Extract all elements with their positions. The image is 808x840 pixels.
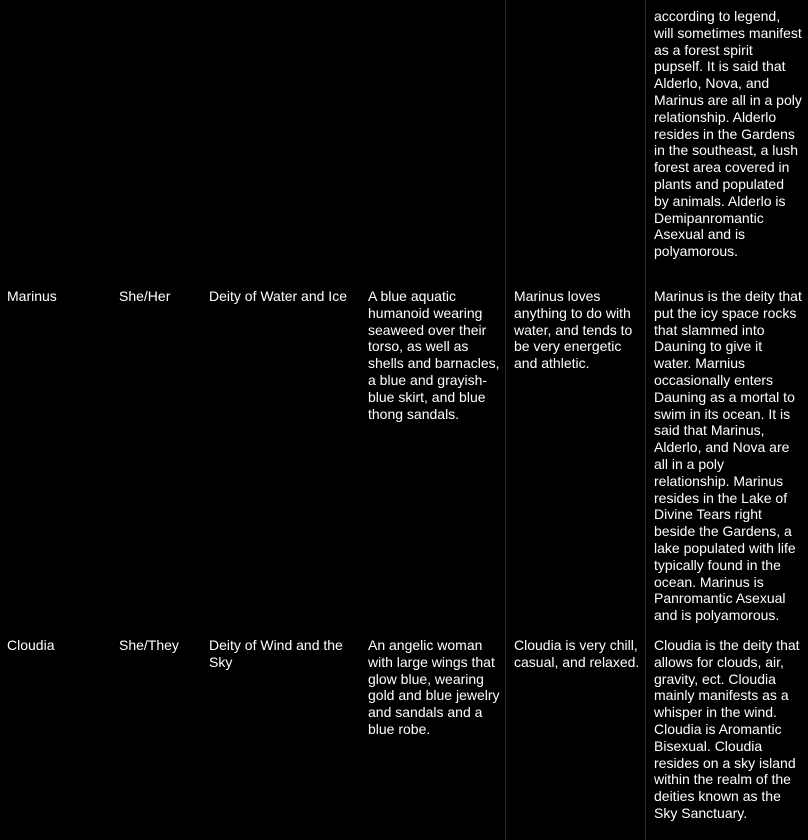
description-cell: Marinus is the deity that put the icy space rocks that slammed into Dauning to give it water. Marnius occasionally enters Dauning as a mortal to swim in its ocean. It is said that Marinus, Alderlo, and Nova are all in a poly relationship. Marinus resides in the Lake of Divine Tears right beside the Gardens, a lake populated with life typically found in the ocean. Marinus is Panromantic Asexual and is polyamorous. [654,288,802,624]
title-cell: Deity of Wind and the Sky [209,637,343,670]
column-divider [505,0,506,840]
appearance-cell: A blue aquatic humanoid wearing seaweed over their torso, as well as shells and barnacles, a blue and grayish-blue skirt, and blue thong sandals. [368,288,500,422]
personality-cell: Marinus loves anything to do with water, and tends to be very energetic and athletic. [514,288,633,372]
description-cell: Cloudia is the deity that allows for clouds, air, gravity, ect. Cloudia mainly manifests as a whisper in the wind. Cloudia is Aromantic Bisexual. Cloudia resides on a sky island within the realm of the deities known as the Sky Sanctuary. [654,637,800,821]
pronouns-cell: She/Her [119,288,171,304]
column-divider [645,0,646,840]
title-cell: Deity of Water and Ice [209,288,347,304]
name-cell: Cloudia [7,637,55,653]
appearance-cell: An angelic woman with large wings that glow blue, wearing gold and blue jewelry and sandals and a blue robe. [368,637,500,737]
personality-cell: Cloudia is very chill, casual, and relaxed. [514,637,640,670]
name-cell: Marinus [7,288,57,304]
pronouns-cell: She/They [119,637,179,653]
description-cell: according to legend, will sometimes manifest as a forest spirit pupself. It is said that Alderlo, Nova, and Marinus are all in a poly relationship. Alderlo resides in the Gardens in the southeast, a lush forest area covered in plants and populated by animals. Alderlo is Demipanromantic Asexual and is polyamorous. [654,8,802,260]
